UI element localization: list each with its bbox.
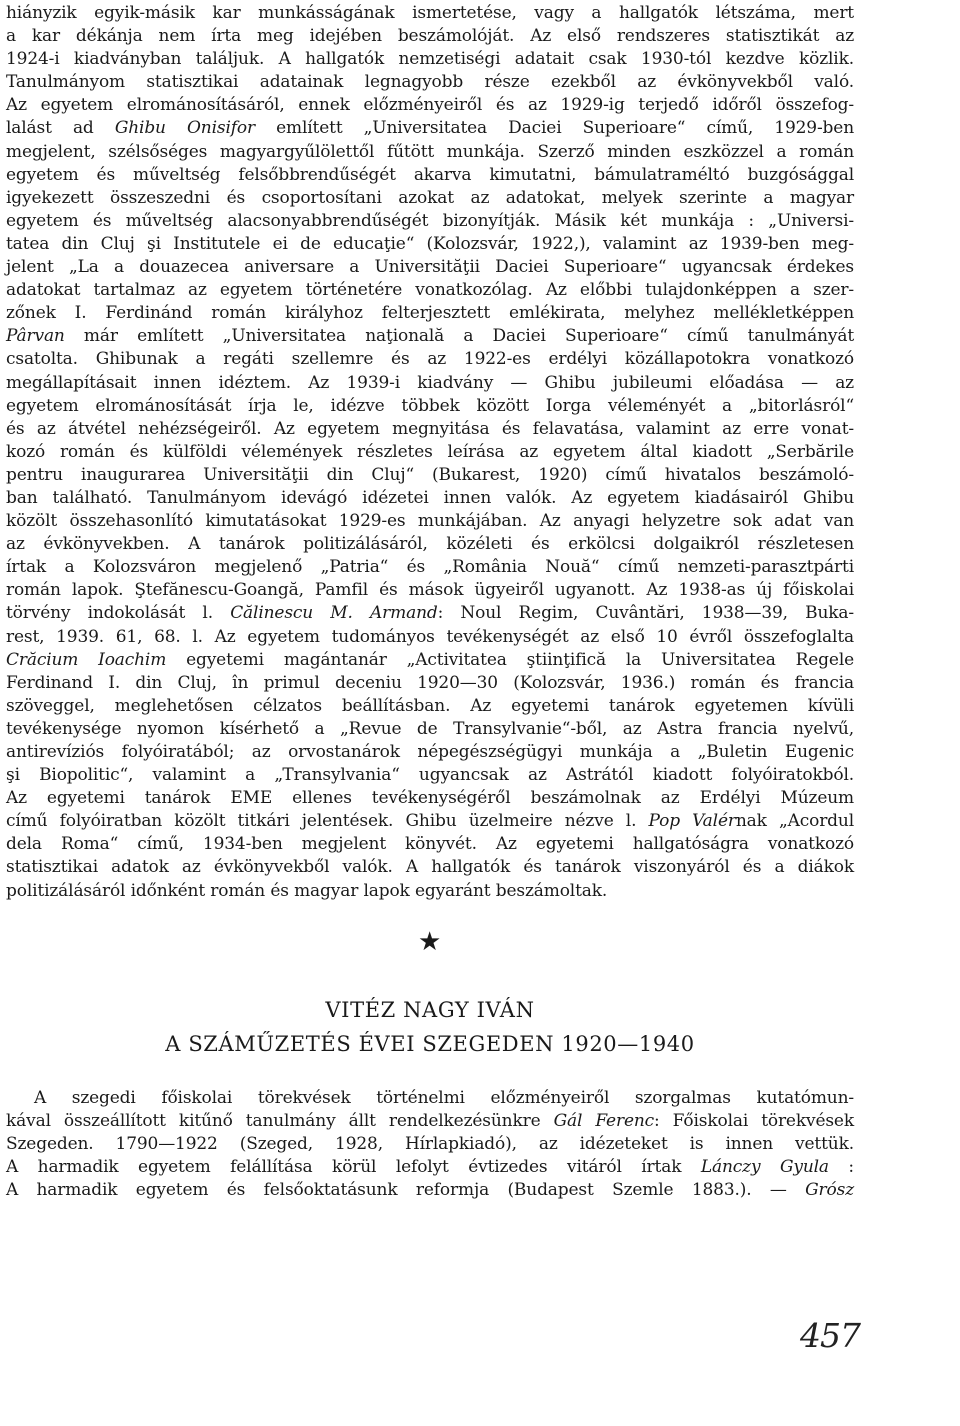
section-paragraph	[6, 1087, 854, 1202]
text-line: a kar dékánja nem írta meg idejében beszámolóját. Az első rendszeres statisztikát az	[6, 26, 854, 47]
text-line: statisztikai adatok az évkönyvekből valók. A hallgatók és tanárok viszonyáról és a diákok	[6, 857, 854, 878]
text-line: egyetem és műveltség alacsonyabbrendűségét bizonyítják. Másik két munkája : „Universi-	[6, 210, 854, 231]
body-paragraph	[6, 2, 854, 903]
text-line: közölt összehasonlító kimutatásokat 1929-es munkájában. Az anyagi helyzetre sok adat van	[6, 511, 854, 532]
text-line: Az egyetemi tanárok EME ellenes tevékenységéről beszámolnak az Erdélyi Múzeum	[6, 788, 854, 809]
text-line: csatolta. Ghibunak a regáti szellemre és az 1922-es erdélyi közállapotokra vonatkozó	[6, 349, 854, 370]
text-line: Crăcium Ioachim egyetemi magántanár „Activitatea ştiinţifică la Universitatea Regele	[6, 649, 855, 670]
text-line: lalást ad Ghibu Onisifor említett „Universitatea Daciei Superioare“ című, 1929-ben	[6, 118, 854, 139]
text-line: hiányzik egyik-másik kar munkásságának ismertetése, vagy a hallgatók létszáma, mert	[6, 3, 854, 23]
text-line: tatea din Cluj şi Institutele ei de educaţie“ (Kolozsvár, 1922,), valamint az 1939-ben meg-	[6, 233, 854, 254]
text-line: című folyóiratban közölt titkári jelentések. Ghibu üzelmeire nézve l. Pop Valérnak „Acordul	[6, 811, 854, 832]
text-line: egyetem és műveltség felsőbbrendűségét akarva kimutatni, bámulatraméltó buzgósággal	[6, 164, 854, 185]
text-line: írtak a Kolozsváron megjelenő „Patria“ és „România Nouă“ című nemzeti-parasztpárti	[6, 557, 854, 578]
section-separator	[6, 903, 854, 981]
text-line: Az egyetem elrománosításáról, ennek előzményeiről és az 1929-ig terjedő időről összefog-	[6, 95, 854, 116]
text-line: megjelent, szélsőséges magyargyűlölettől fűtött munkája. Szerző minden eszközzel a román	[6, 141, 854, 162]
text-line: 1924-i kiadványban találjuk. A hallgatók nemzetiségi adatait csak 1930-tól kezdve közlik.	[6, 49, 854, 70]
document-page	[6, 2, 854, 1202]
text-line: dela Roma“ című, 1934-ben megjelent könyvét. Az egyetemi hallgatóságra vonatkozó	[6, 834, 854, 855]
section-author: VITÉZ NAGY IVÁN	[325, 997, 535, 1022]
text-line: pentru inaugurarea Universităţii din Cluj“ (Bukarest, 1920) című hivatalos beszámoló-	[6, 464, 854, 485]
text-line: A szegedi főiskolai törekvések történelmi előzményeiről szorgalmas kutatómun-	[34, 1087, 854, 1108]
text-line: Pârvan már említett „Universitatea naţională a Daciei Superioare“ című tanulmányát	[6, 326, 854, 347]
text-line: megállapításait innen idéztem. Az 1939-i kiadvány — Ghibu jubileumi előadása — az	[6, 372, 854, 393]
text-line: ban található. Tanulmányom idevágó idézetei innen valók. Az egyetem kiadásairól Ghibu	[6, 487, 854, 508]
text-line: politizálásáról időnként román és magyar lapok egyaránt beszámoltak.	[6, 880, 608, 901]
page-number: 457	[800, 1316, 860, 1355]
text-line: Tanulmányom statisztikai adatainak legnagyobb része ezekből az évkönyvekből való.	[6, 72, 854, 93]
text-line: şi Biopolitic“, valamint a „Transylvania“ ugyancsak az Astrától kiadott folyóiratokból.	[6, 765, 854, 786]
text-line: egyetem elrománosítását írja le, idézve többek között Iorga véleményét a „bitorlásról“	[6, 395, 854, 416]
text-line: rest, 1939. 61, 68. l. Az egyetem tudományos tevékenységét az első 10 évről összefoglalta	[6, 626, 854, 647]
text-line: szöveggel, meglehetősen célzatos beállításban. Az egyetemi tanárok egyetemen kívüli	[6, 695, 854, 716]
text-line: tevékenysége nyomon kísérhető a „Revue de Transylvanie“-ből, az Astra francia nyelvű,	[6, 718, 854, 739]
text-line: antirevíziós folyóiratából; az orvostanárok népegészségügyi munkája a „Buletin Eugenic	[6, 742, 854, 762]
text-line: Szegeden. 1790—1922 (Szeged, 1928, Hírlapkiadó), az idézeteket is innen vettük.	[6, 1133, 854, 1154]
text-line: kával összeállított kitűnő tanulmány állt rendelkezésünkre Gál Ferenc: Főiskolai törekvések	[6, 1110, 854, 1131]
text-line: román lapok. Ştefănescu-Goangă, Pamfil és mások ügyeiről ugyanott. Az 1938-as új főiskolai	[6, 580, 854, 601]
star-separator-icon: ★	[418, 926, 442, 957]
text-line: igyekezett összeszedni és csoportosítani azokat az adatokat, melyek szerinte a magyar	[6, 187, 854, 208]
text-line: jelent „La a douazecea aniversare a Universităţii Daciei Superioare“ ugyancsak érdekes	[6, 257, 854, 278]
text-line: zőnek I. Ferdinánd román királyhoz felterjesztett emlékirata, melyhez mellékletképpen	[6, 303, 854, 324]
text-line: és az átvétel nehézségeiről. Az egyetem megnyitása és felavatása, valamint az erre vonat-	[6, 418, 854, 439]
text-line: az évkönyvekben. A tanárok politizálásáról, közéleti és erkölcsi dolgaikról részletesen	[6, 534, 854, 555]
section-title: A SZÁMŰZETÉS ÉVEI SZEGEDEN 1920—1940	[165, 1031, 695, 1056]
text-line: adatokat tartalmaz az egyetem történetére vonatkozólag. Az előbbi tulajdonképpen a szer-	[6, 280, 854, 301]
text-line: Ferdinand I. din Cluj, în primul deceniu 1920—30 (Kolozsvár, 1936.) román és francia	[6, 672, 854, 693]
text-line: kozó román és külföldi vélemények részletes leírása az egyetem által kiadott „Serbările	[6, 441, 854, 462]
text-line: törvény indokolását l. Călinescu M. Armand: Noul Regim, Cuvântări, 1938—39, Buka-	[6, 603, 854, 624]
text-line: A harmadik egyetem felállítása körül lefolyt évtizedes vitáról írtak Lánczy Gyula :	[6, 1156, 854, 1177]
text-line: A harmadik egyetem és felsőoktatásunk reformja (Budapest Szemle 1883.). — Grósz	[6, 1180, 854, 1201]
